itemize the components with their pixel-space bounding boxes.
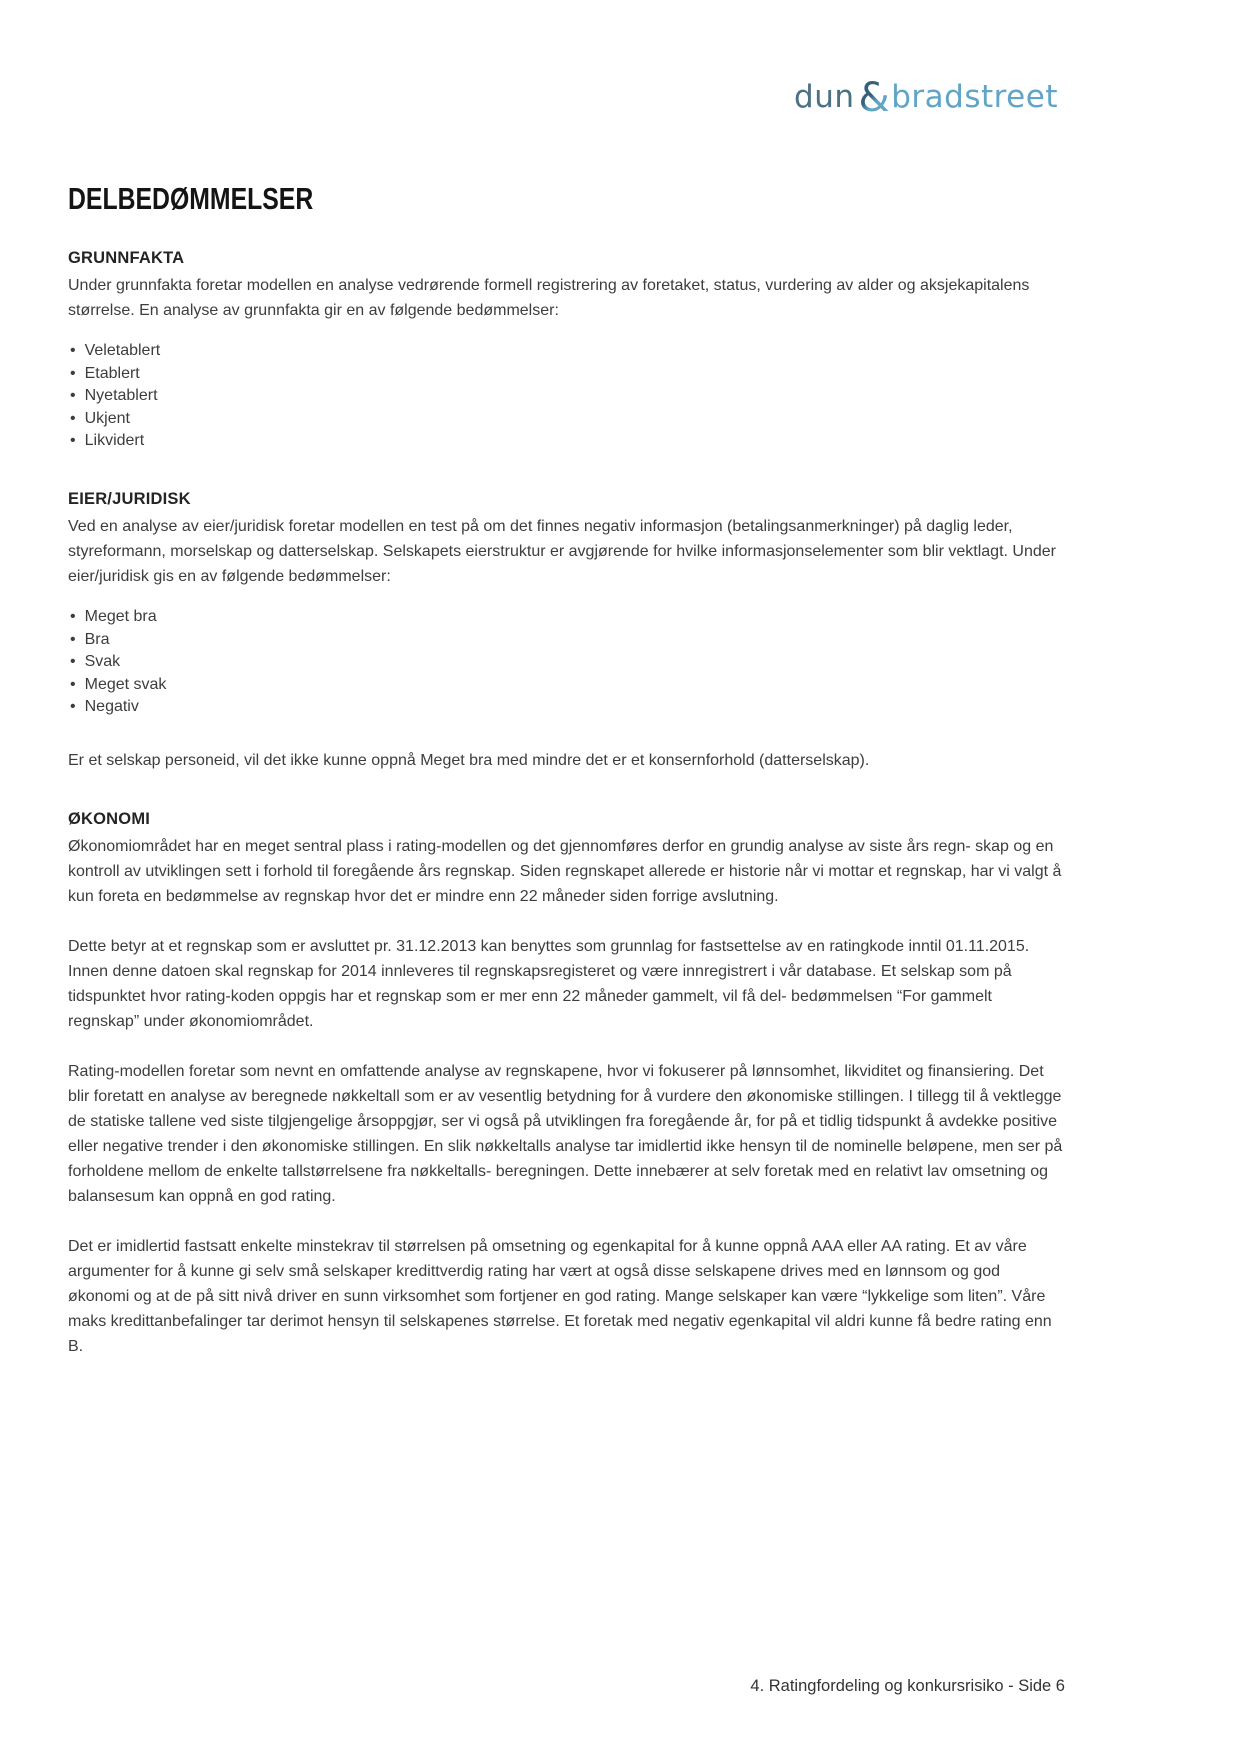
bullet-list-grunnfakta bbox=[70, 340, 1065, 453]
bullet-item: • Meget svak bbox=[70, 674, 1065, 697]
bullet-item: • Negativ bbox=[70, 696, 1065, 719]
logo-ampersand-icon: & bbox=[858, 75, 891, 121]
dun-bradstreet-logo bbox=[794, 76, 1058, 119]
paragraph: Det er imidlertid fastsatt enkelte minstekrav til størrelsen på omsetning og egenkapital for å kunne oppnå AAA eller AA rating. Et av våre argumenter for å kunne gi selv små selskaper kredittverdig rating har vært at også disse selskapene drives med en lønnsom og god økonomi og at de på sitt nivå driver en sunn virksomhet som fortjener en god rating. Mange selskaper kan være “lykkelige som liten”. Våre maks kredittanbefalinger tar derimot hensyn til selskapenes størrelse. Et foretak med negativ egenkapital vil aldri kunne få bedre rating enn B. bbox=[68, 1237, 1052, 1355]
bullet-item: • Meget bra bbox=[70, 606, 1065, 629]
bullet-item: • Svak bbox=[70, 651, 1065, 674]
bullet-item: • Etablert bbox=[70, 363, 1065, 386]
bullet-item: • Veletablert bbox=[70, 340, 1065, 363]
section-heading-eier-juridisk: EIER/JURIDISK bbox=[68, 489, 191, 508]
bullet-item: • Bra bbox=[70, 629, 1065, 652]
bullet-item: • Likvidert bbox=[70, 430, 1065, 453]
bullet-list-eier-juridisk bbox=[70, 606, 1065, 719]
paragraph-note: Er et selskap personeid, vil det ikke kunne oppnå Meget bra med mindre det er et konsernforhold (datterselskap). bbox=[68, 751, 870, 769]
paragraph: Under grunnfakta foretar modellen en analyse vedrørende formell registrering av foretaket, status, vurdering av alder og aksjekapitalens størrelse. En analyse av grunnfakta gir en av følgende bedømmelser: bbox=[68, 277, 1030, 319]
page-title: DELBEDØMMELSER bbox=[68, 181, 314, 216]
bullet-item: • Ukjent bbox=[70, 408, 1065, 431]
bullet-item: • Nyetablert bbox=[70, 385, 1065, 408]
section-heading-okonomi: ØKONOMI bbox=[68, 809, 151, 828]
paragraph: Ved en analyse av eier/juridisk foretar modellen en test på om det finnes negativ informasjon (betalingsanmerkninger) på daglig leder, styreformann, morselskap og datterselskap. Selskapets eierstruktur er avgjørende for hvilke informasjonselementer som blir vektlagt. Under eier/juridisk gis en av følgende bedømmelser: bbox=[68, 517, 1056, 585]
paragraph: Dette betyr at et regnskap som er avsluttet pr. 31.12.2013 kan benyttes som grunnlag for fastsettelse av en ratingkode inntil 01.11.2015. Innen denne datoen skal regnskap for 2014 innleveres til regnskapsregisteret og være innregistrert i vår database. Et selskap som på tidspunktet hvor rating-koden oppgis har et regnskap som er mer enn 22 måneder gammelt, vil få del- bedømmelsen “For gammelt regnskap” under økonomiområdet. bbox=[68, 937, 1030, 1030]
section-heading-grunnfakta: GRUNNFAKTA bbox=[68, 249, 185, 267]
logo-text-bradstreet: bradstreet bbox=[891, 79, 1058, 115]
logo-text-dun: dun bbox=[794, 79, 855, 115]
paragraph: Rating-modellen foretar som nevnt en omfattende analyse av regnskapene, hvor vi fokuserer på lønnsomhet, likviditet og finansiering. Det blir foretatt en analyse av beregnede nøkkeltall som er av vesentlig betydning for å vurdere den økonomiske stillingen. I tillegg til å vektlegge de statiske tallene ved siste tilgjengelige årsoppgjør, ser vi også på utviklingen fra foregående år, for på et tidlig tidspunkt å avdekke positive eller negative trender i den økonomiske stillingen. En slik nøkkeltalls analyse tar imidlertid ikke hensyn til de nominelle beløpene, men ser på forholdene mellom de enkelte tallstørrelsene fra nøkkeltalls- beregningen. Dette innebærer at selv foretak med en relativt lav omsetning og balansesum kan oppnå en god rating. bbox=[68, 1062, 1063, 1205]
paragraph: Økonomiområdet har en meget sentral plass i rating-modellen og det gjennomføres derfor en grundig analyse av siste års regn- skap og en kontroll av utviklingen sett i forhold til foregående års regnskap. Siden regnskapet allerede er historie når vi mottar et regnskap, har vi valgt å kun foreta en bedømmelse av regnskap hvor det er mindre enn 22 måneder siden forrige avslutning. bbox=[68, 837, 1062, 905]
page-footer: 4. Ratingfordeling og konkursrisiko - Side 6 bbox=[750, 1677, 1065, 1695]
document-body bbox=[68, 183, 1065, 1359]
